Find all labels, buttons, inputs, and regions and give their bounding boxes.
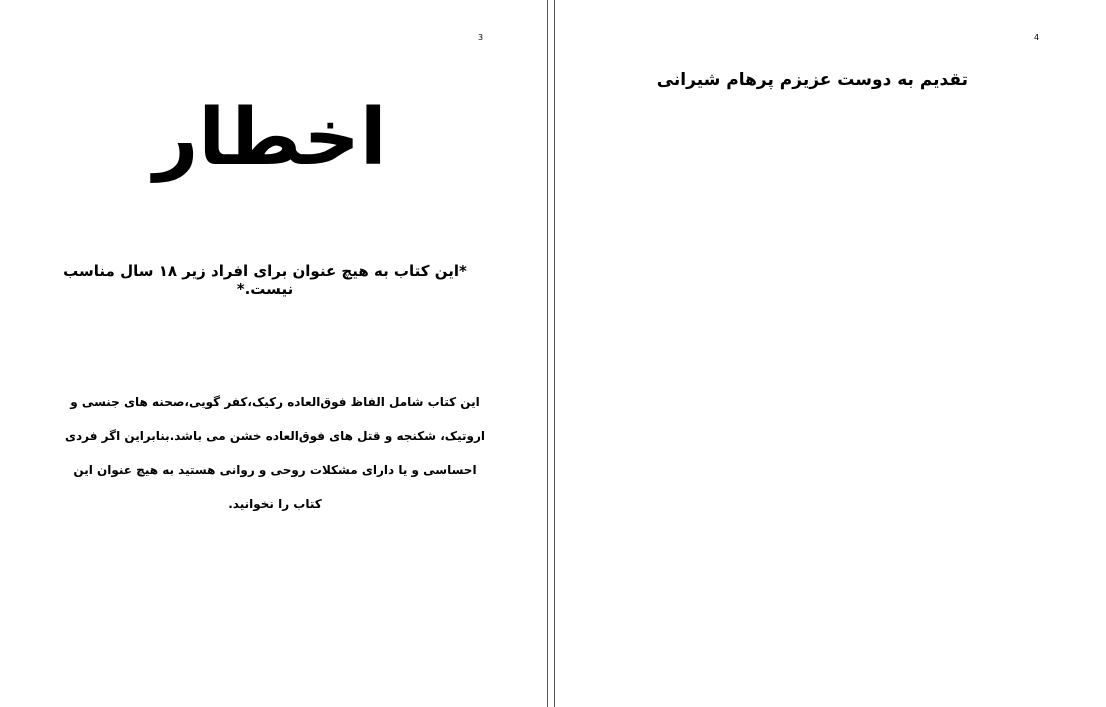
page-number: 4: [1034, 33, 1040, 42]
page-3: [0, 0, 547, 707]
warning-title: اخطار: [153, 93, 387, 183]
page-gutter: [547, 0, 555, 707]
page-4: [555, 0, 1106, 707]
dedication-text: تقدیم به دوست عزیزم پرهام شیرانی: [656, 70, 968, 90]
warning-body-text: این کتاب شامل الفاظ فوق‌العاده رکیک،کفر گویی،صحنه های جنسی و اروتیک، شکنجه و قتل های فوق‌العاده خشن می باشد.بنابراین اگر فردی احساسی و یا دارای مشکلات روحی و روانی هستید به هیچ عنوان این کتاب را نخوانید.: [65, 395, 485, 511]
page-number: 3: [478, 33, 484, 42]
age-warning: *این کتاب به هیچ عنوان برای افراد زیر ۱۸ سال مناسب نیست.*: [63, 262, 467, 298]
